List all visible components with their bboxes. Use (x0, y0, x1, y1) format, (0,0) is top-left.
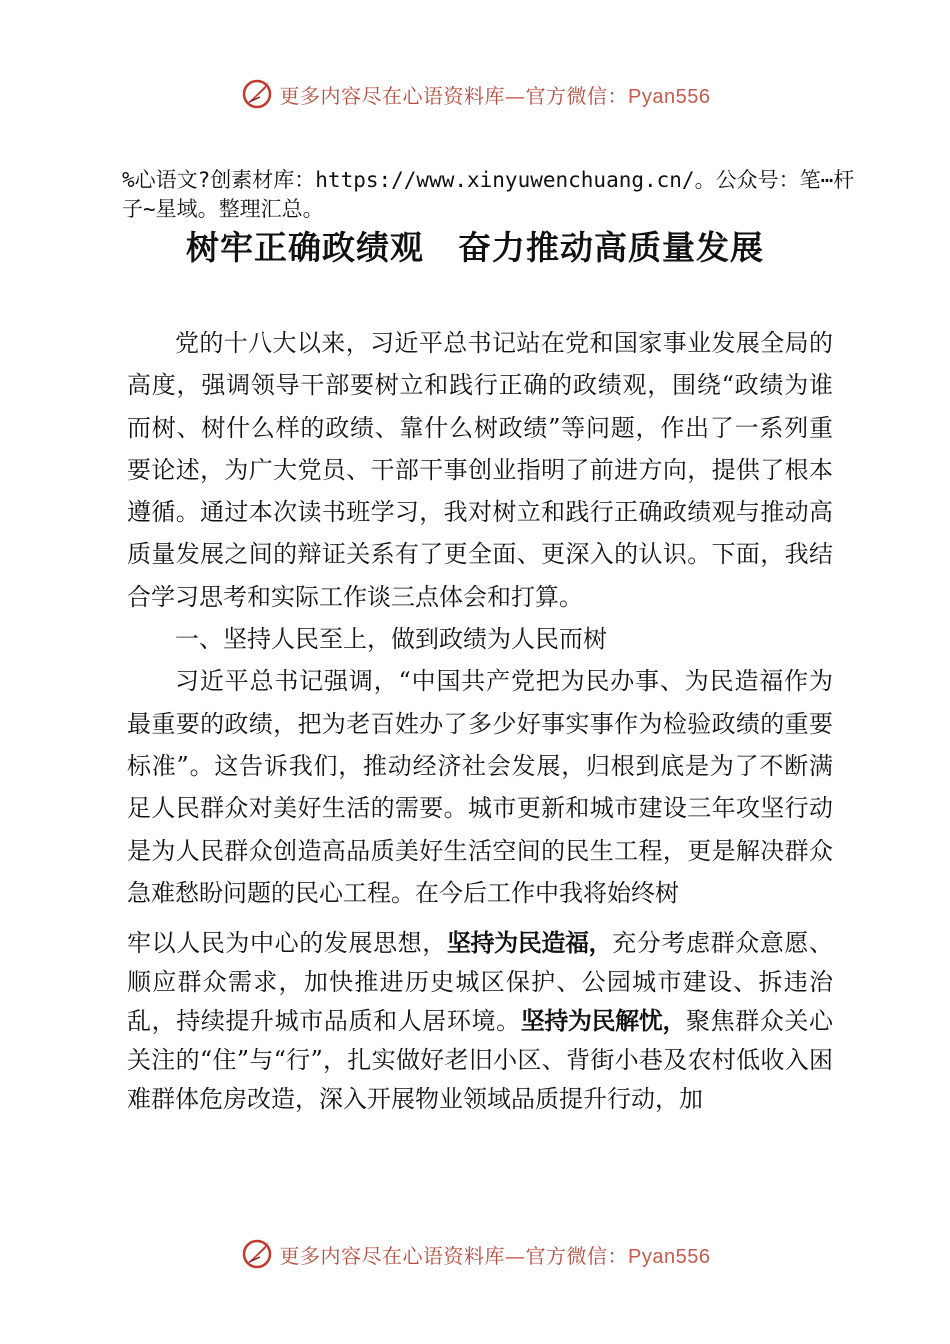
body-section-2 (127, 924, 833, 1119)
quill-logo-icon (240, 1237, 274, 1271)
watermark-text-bottom: 更多内容尽在心语资料库—官方微信：Pyan556 (279, 1243, 711, 1268)
watermark-banner-top (0, 72, 950, 116)
body-section-1 (127, 322, 833, 914)
watermark-text-top: 更多内容尽在心语资料库—官方微信：Pyan556 (279, 83, 711, 108)
paragraph-intro: 党的十八大以来，习近平总书记站在党和国家事业发展全局的高度，强调领导干部要树立和践行正确的政绩观，围绕“政绩为谁而树、树什么样的政绩、靠什么树政绩”等问题，作出了一系列重要论述，为广大党员、干部干事创业指明了前进方向，提供了根本遵循。通过本次读书班学习，我对树立和践行正确政绩观与推动高质量发展之间的辩证关系有了更全面、更深入的认识。下面，我结合学习思考和实际工作谈三点体会和打算。 (127, 329, 833, 611)
watermark-banner-bottom (0, 1232, 950, 1276)
bold-phrase-2: 坚持为民解忧， (520, 1007, 686, 1035)
paragraph-3: 牢以人民为中心的发展思想，坚持为民造福，充分考虑群众意愿、顺应群众需求，加快推进历史城区保护、公园城市建设、拆违治乱，持续提升城市品质和人居环境。坚持为民解忧，聚焦群众关心关注的“住”与“行”，扎实做好老旧小区、背街小巷及农村低收入困难群体危房改造，深入开展物业领域品质提升行动，加 (127, 929, 834, 1113)
paragraph-2: 习近平总书记强调，“中国共产党把为民办事、为民造福作为最重要的政绩，把为老百姓办了多少好事实事作为检验政绩的重要标准”。这告诉我们，推动经济社会发展，归根到底是为了不断满足人民群众对美好生活的需要。城市更新和城市建设三年攻坚行动是为人民群众创造高品质美好生活空间的民生工程，更是解决群众急难愁盼问题的民心工程。在今后工作中我将始终树 (127, 667, 833, 907)
quill-logo-icon (240, 77, 274, 111)
source-line: %心语文?创素材库：https://www.xinyuwenchuang.cn/。公众号：笔⋯杆子~星域。整理汇总。 (122, 168, 855, 221)
section-heading-1: 一、坚持人民至上，做到政绩为人民而树 (175, 625, 607, 654)
bold-phrase-1: 坚持为民造福， (446, 929, 613, 957)
document-title: 树牢正确政绩观 奋力推动高质量发展 (186, 228, 764, 267)
